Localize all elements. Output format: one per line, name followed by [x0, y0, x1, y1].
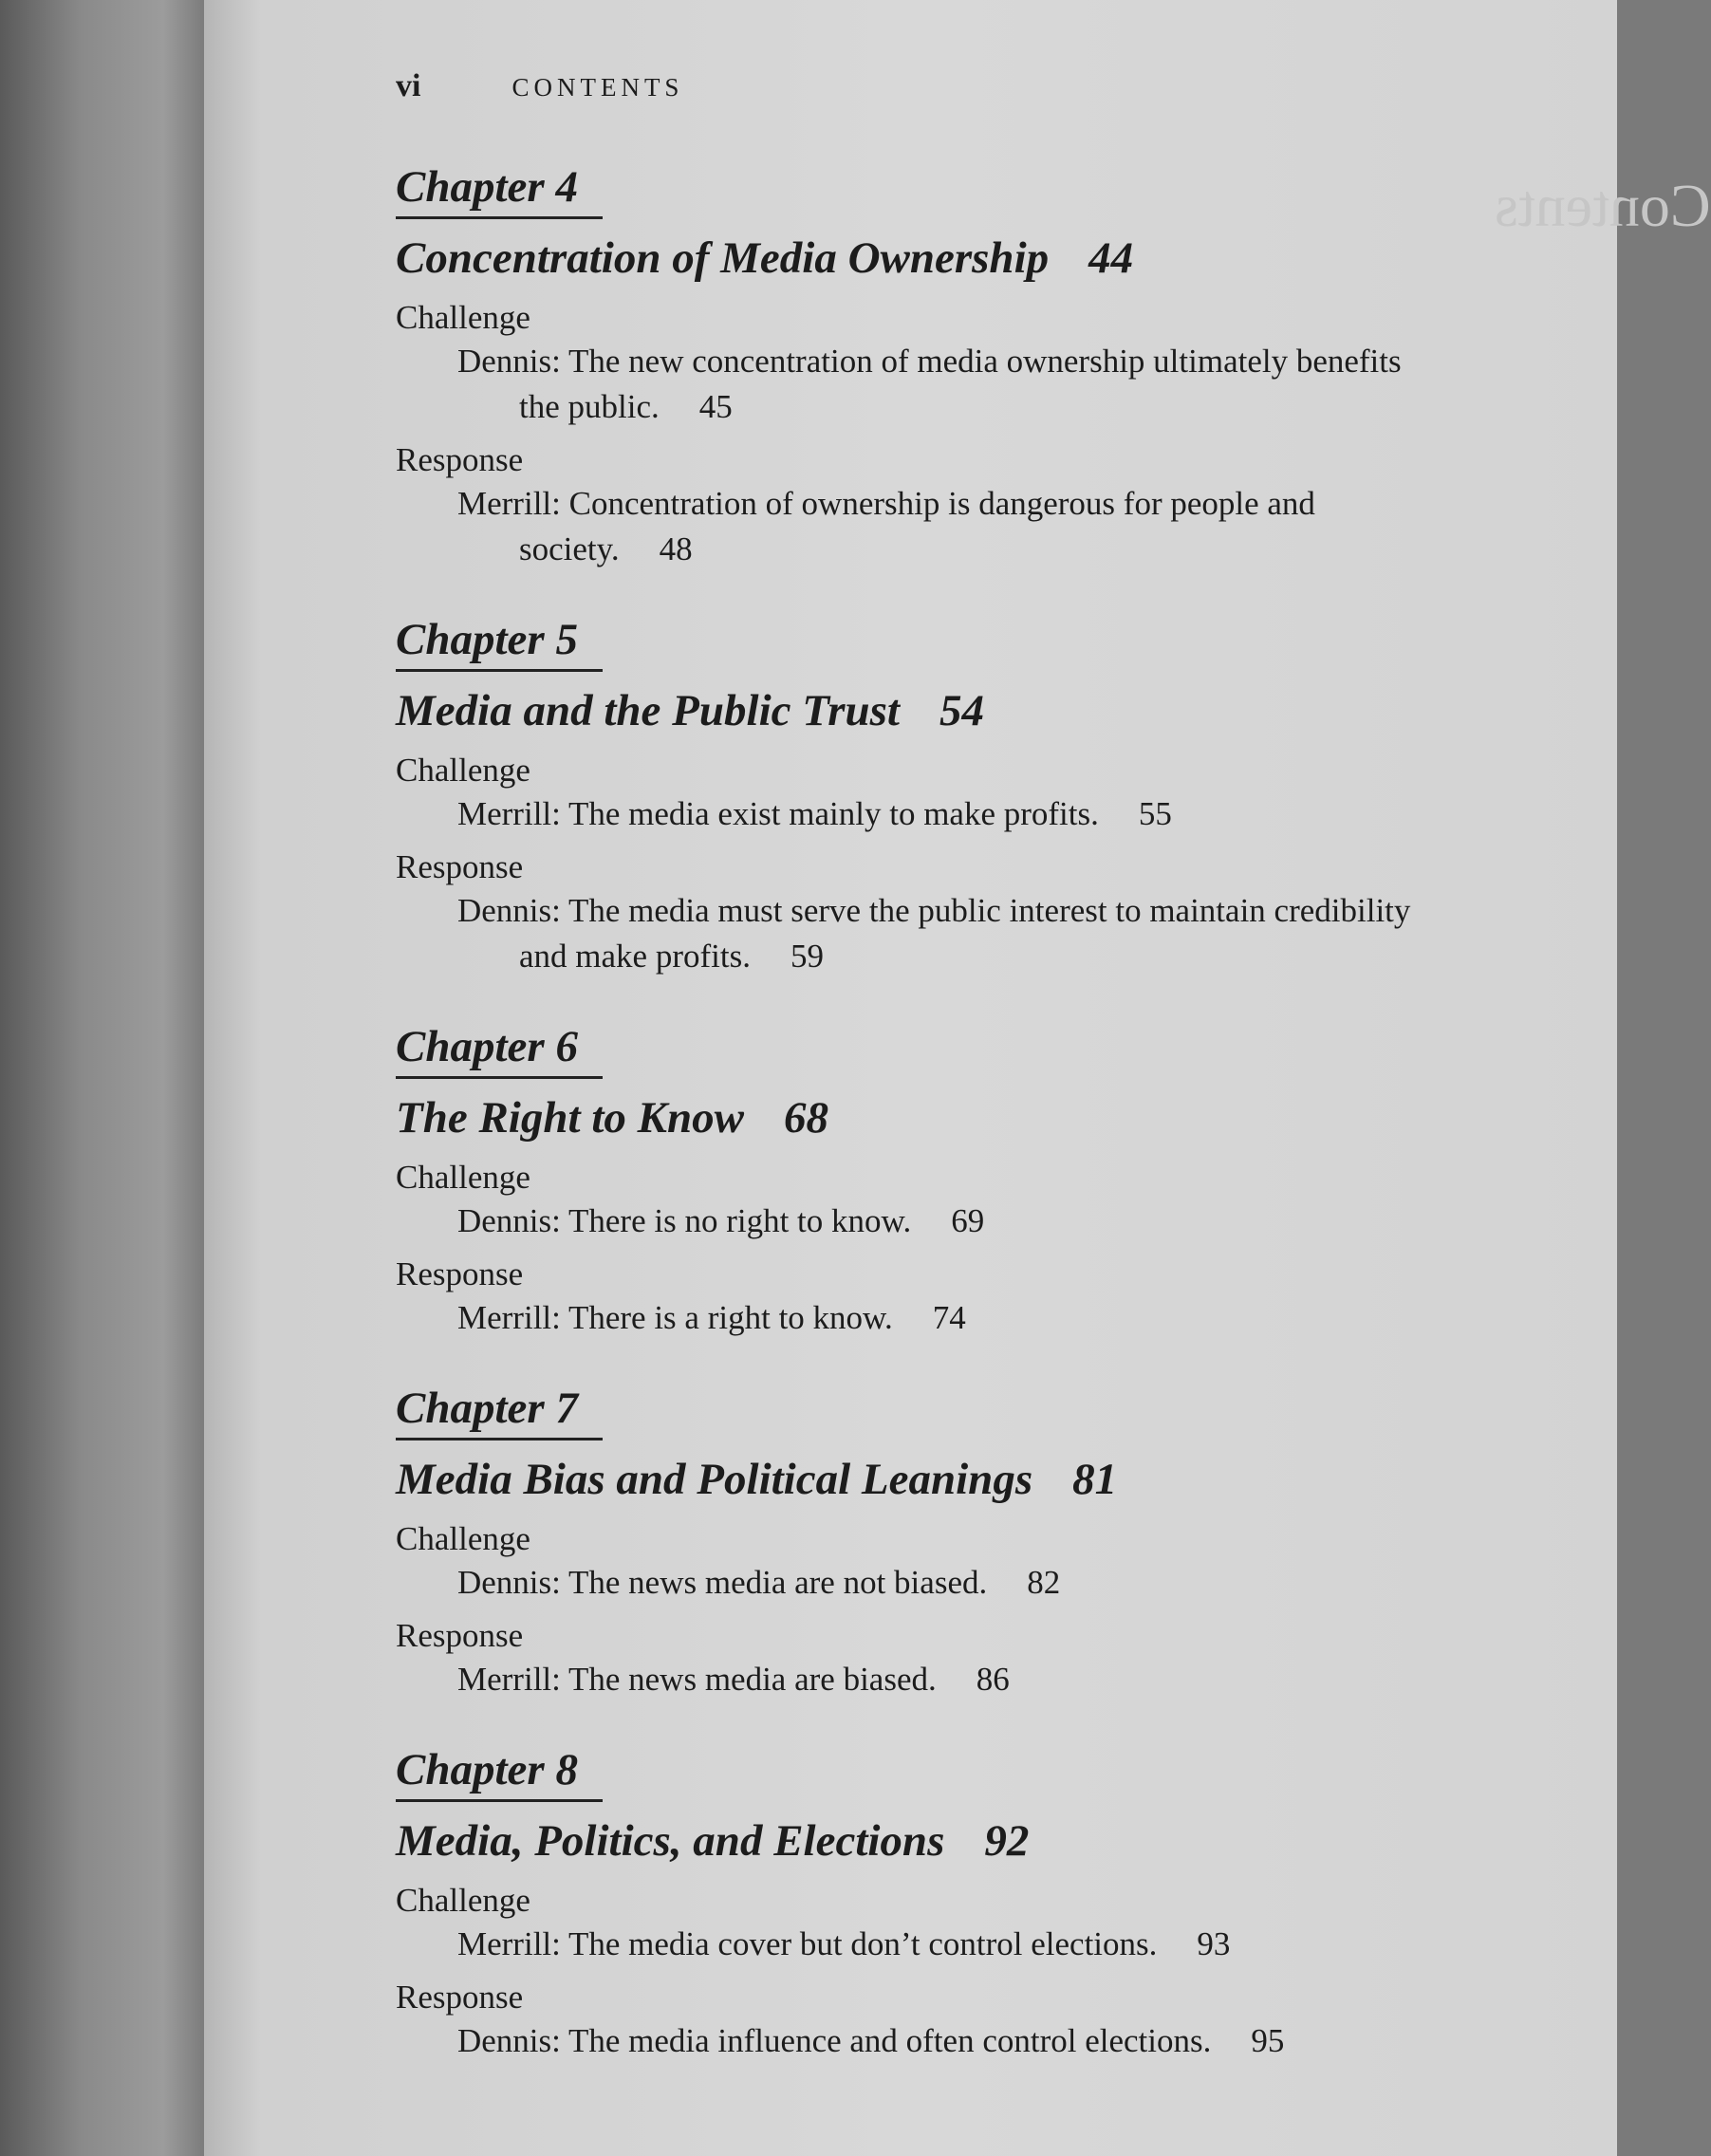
entry-text: Dennis: The news media are not biased.	[457, 1564, 988, 1601]
show-through-title: Contents	[1495, 172, 1711, 239]
chapter-title	[396, 1815, 1421, 1867]
chapter-label: Chapter 5	[396, 614, 603, 672]
chapter-title-text: Concentration of Media Ownership	[396, 233, 1050, 283]
response-label: Response	[396, 441, 524, 478]
response-entry	[396, 2018, 1421, 2064]
entry-page-number: 45	[698, 388, 733, 425]
challenge-label: Challenge	[396, 1520, 530, 1557]
response-label: Response	[396, 1617, 524, 1654]
chapter-label: Chapter 4	[396, 161, 603, 219]
chapter-page-number: 81	[1072, 1455, 1118, 1504]
entry-text: Merrill: There is a right to know.	[457, 1299, 893, 1336]
entry-text: Dennis: The media must serve the public interest to maintain credibility and make profits.	[457, 892, 1411, 975]
entry-page-number: 69	[951, 1202, 985, 1239]
entry-text: Dennis: There is no right to know.	[457, 1202, 912, 1239]
chapter-label: Chapter 6	[396, 1021, 603, 1079]
entry-text: Merrill: The media exist mainly to make profits.	[457, 795, 1099, 832]
toc-chapter-6	[396, 1021, 1421, 1341]
challenge-label: Challenge	[396, 299, 530, 336]
response-entry	[396, 1295, 1421, 1341]
challenge-entry	[396, 1560, 1421, 1606]
entry-text: Dennis: The media influence and often control elections.	[457, 2022, 1212, 2059]
entry-page-number: 48	[659, 530, 693, 567]
chapter-page-number: 92	[984, 1816, 1030, 1866]
response-label: Response	[396, 848, 524, 885]
entry-page-number: 86	[976, 1661, 1010, 1698]
chapter-title-text: Media, Politics, and Elections	[396, 1816, 945, 1866]
chapter-label: Chapter 7	[396, 1383, 603, 1440]
chapter-title	[396, 685, 1421, 736]
toc-list	[396, 161, 1421, 2106]
challenge-label: Challenge	[396, 752, 530, 789]
entry-page-number: 59	[790, 938, 824, 975]
entry-page-number: 74	[932, 1299, 966, 1336]
left-margin	[0, 0, 204, 2156]
chapter-label: Chapter 8	[396, 1744, 603, 1802]
entry-text: Merrill: The news media are biased.	[457, 1661, 937, 1698]
page-folio: vi	[396, 68, 421, 103]
entry-page-number: 55	[1138, 795, 1172, 832]
entry-text: Merrill: Concentration of ownership is dangerous for people and society.	[457, 485, 1315, 567]
toc-chapter-5	[396, 614, 1421, 979]
challenge-entry	[396, 791, 1421, 837]
toc-chapter-7	[396, 1383, 1421, 1702]
chapter-title	[396, 232, 1421, 284]
toc-chapter-4	[396, 161, 1421, 572]
challenge-entry	[396, 1922, 1421, 1967]
entry-page-number: 93	[1197, 1925, 1231, 1962]
entry-page-number: 82	[1027, 1564, 1061, 1601]
chapter-title-text: The Right to Know	[396, 1093, 744, 1143]
entry-text: Dennis: The new concentration of media ownership ultimately benefits the public.	[457, 343, 1402, 425]
response-entry	[396, 888, 1421, 979]
entry-page-number: 95	[1251, 2022, 1285, 2059]
chapter-title-text: Media and the Public Trust	[396, 686, 900, 735]
response-entry	[396, 481, 1421, 572]
toc-chapter-8	[396, 1744, 1421, 2064]
chapter-title	[396, 1454, 1421, 1505]
response-label: Response	[396, 1979, 524, 2016]
running-header	[396, 68, 683, 104]
chapter-page-number: 68	[783, 1093, 828, 1143]
chapter-title-text: Media Bias and Political Leanings	[396, 1455, 1033, 1504]
response-entry	[396, 1657, 1421, 1702]
challenge-entry	[396, 1199, 1421, 1244]
chapter-page-number: 44	[1088, 233, 1134, 283]
response-label: Response	[396, 1255, 524, 1292]
challenge-label: Challenge	[396, 1159, 530, 1196]
entry-text: Merrill: The media cover but don’t control elections.	[457, 1925, 1158, 1962]
running-head: CONTENTS	[511, 73, 684, 102]
chapter-page-number: 54	[939, 686, 984, 735]
chapter-title	[396, 1092, 1421, 1143]
challenge-entry	[396, 339, 1421, 430]
challenge-label: Challenge	[396, 1882, 530, 1919]
